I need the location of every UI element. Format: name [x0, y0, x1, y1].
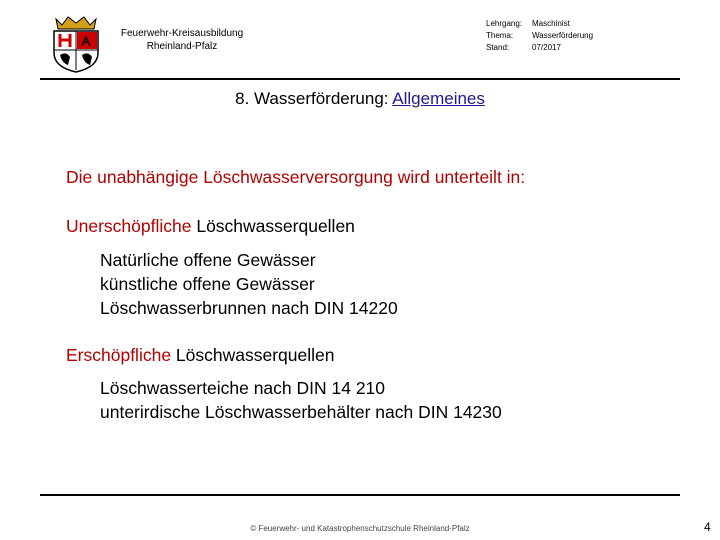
category-label-rest: Löschwasserquellen: [191, 216, 355, 236]
org-line-2: Rheinland-Pfalz: [146, 41, 218, 52]
footer-copyright: © Feuerwehr- und Katastrophenschutzschule Rheinland-Pfalz: [250, 524, 470, 533]
title-link[interactable]: Allgemeines: [392, 89, 485, 108]
page-title: [0, 89, 720, 109]
rheinland-pfalz-crest-icon: [50, 13, 102, 73]
meta-row-lehrgang: [486, 18, 593, 30]
meta-key: Thema:: [486, 31, 514, 40]
meta-row-stand: [486, 42, 593, 54]
category-label-rest: Löschwasserquellen: [171, 345, 335, 365]
meta-key: Lehrgang:: [486, 19, 523, 28]
list-item: unterirdische Löschwasserbehälter nach DIN 14230: [100, 402, 502, 422]
list-item: Löschwasserteiche nach DIN 14 210: [100, 378, 386, 398]
header-divider: [40, 78, 680, 80]
list-item: künstliche offene Gewässer: [100, 274, 315, 294]
content-headline: Die unabhängige Löschwasserversorgung wird unterteilt in:: [66, 167, 526, 187]
category-label-colored: Unerschöpfliche: [66, 216, 192, 236]
meta-row-thema: [486, 30, 593, 42]
page-number: 4: [704, 520, 711, 534]
org-line-1: Feuerwehr-Kreisausbildung: [120, 28, 244, 39]
list-item: Löschwasserbrunnen nach DIN 14220: [100, 298, 398, 318]
meta-value: 07/2017: [532, 43, 561, 52]
meta-value: Wasserförderung: [532, 31, 594, 40]
course-meta: [486, 18, 593, 54]
category-label-colored: Erschöpfliche: [66, 345, 172, 365]
title-prefix: 8. Wasserförderung:: [235, 89, 393, 108]
category-erschoepflich: [66, 345, 335, 366]
meta-value: Maschinist: [532, 19, 570, 28]
category-unerschoepflich: [66, 216, 355, 237]
footer-divider: [40, 494, 680, 496]
meta-key: Stand:: [486, 43, 510, 52]
list-item: Natürliche offene Gewässer: [100, 250, 316, 270]
organization-name: [112, 27, 252, 53]
